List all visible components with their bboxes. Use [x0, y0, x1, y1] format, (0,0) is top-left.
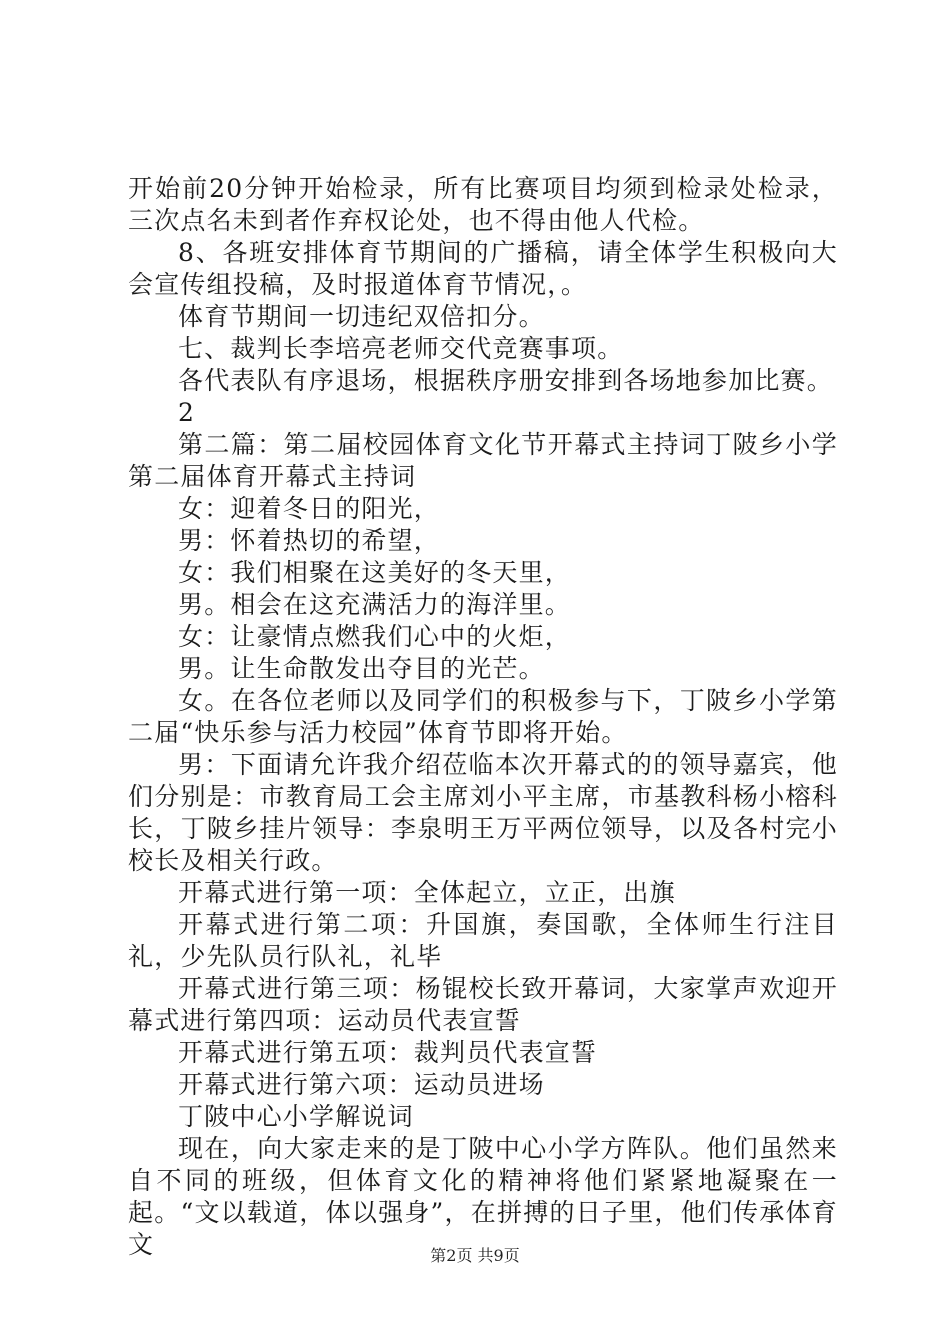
paragraph: 2 — [178, 398, 196, 427]
page-footer: 第2页 共9页 — [430, 1246, 520, 1265]
paragraph: 女：我们相聚在这美好的冬天里， — [178, 558, 572, 587]
paragraph: 七、裁判长李培亮老师交代竞赛事项。 — [178, 334, 624, 363]
paragraph: 各代表队有序退场，根据秩序册安排到各场地参加比赛。 — [178, 366, 834, 395]
paragraph: 开幕式进行第二项：升国旗，奏国歌，全体师生行注目礼，少先队员行队礼，礼毕 — [128, 910, 838, 971]
paragraph: 女。在各位老师以及同学们的积极参与下，丁陂乡小学第二届“快乐参与活力校园”体育节即将开始。 — [128, 686, 838, 747]
paragraph: 女：让豪情点燃我们心中的火炬， — [178, 622, 572, 651]
paragraph: 开幕式进行第三项：杨锟校长致开幕词，大家掌声欢迎开幕式进行第四项：运动员代表宣誓 — [128, 974, 838, 1035]
paragraph: 开幕式进行第六项：运动员进场 — [178, 1070, 545, 1099]
paragraph: 8、各班安排体育节期间的广播稿，请全体学生积极向大会宣传组投稿，及时报道体育节情况，。 — [128, 238, 838, 299]
paragraph: 开幕式进行第五项：裁判员代表宣誓 — [178, 1038, 598, 1067]
paragraph: 女：迎着冬日的阳光， — [178, 494, 441, 523]
paragraph: 体育节期间一切违纪双倍扣分。 — [178, 302, 545, 331]
paragraph: 开始前20分钟开始检录，所有比赛项目均须到检录处检录，三次点名未到者作弃权论处，也不得由他人代检。 — [128, 174, 838, 235]
paragraph: 现在，向大家走来的是丁陂中心小学方阵队。他们虽然来自不同的班级，但体育文化的精神将他们紧紧地凝聚在一起。“文以载道，体以强身”，在拼搏的日子里，他们传承体育文 — [128, 1134, 838, 1259]
paragraph: 第二篇：第二届校园体育文化节开幕式主持词丁陂乡小学第二届体育开幕式主持词 — [128, 430, 838, 491]
document-body — [128, 173, 838, 1261]
paragraph: 男：下面请允许我介绍莅临本次开幕式的的领导嘉宾，他们分别是：市教育局工会主席刘小平主席，市基教科杨小榕科长，丁陂乡挂片领导：李泉明王万平两位领导，以及各村完小校长及相关行政。 — [128, 750, 838, 875]
paragraph: 开幕式进行第一项：全体起立，立正，出旗 — [178, 878, 676, 907]
paragraph: 丁陂中心小学解说词 — [178, 1102, 414, 1131]
paragraph: 男。让生命散发出夺目的光芒。 — [178, 654, 545, 683]
paragraph: 男。相会在这充满活力的海洋里。 — [178, 590, 572, 619]
paragraph: 男：怀着热切的希望， — [178, 526, 441, 555]
